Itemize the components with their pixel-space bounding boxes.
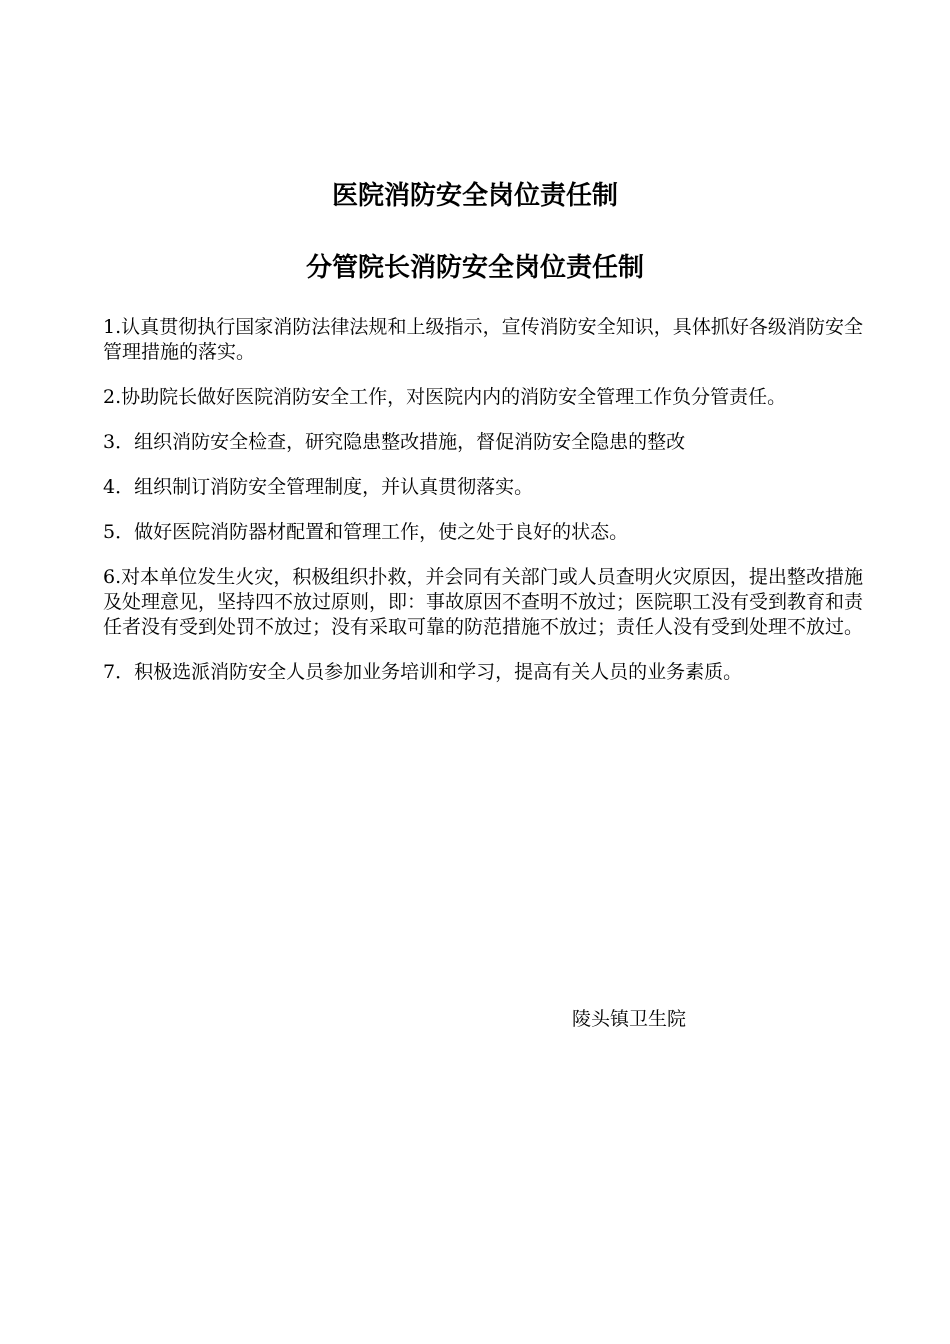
responsibility-list: [103, 315, 863, 705]
responsibility-item-4: 4．组织制订消防安全管理制度，并认真贯彻落实。: [103, 476, 534, 498]
responsibility-item-1: 1.认真贯彻执行国家消防法律法规和上级指示，宣传消防安全知识，具体抓好各级消防安全管理措施的落实。: [103, 316, 863, 363]
document-title: 医院消防安全岗位责任制: [331, 181, 618, 211]
responsibility-item-6: 6.对本单位发生火灾，积极组织扑救，并会同有关部门或人员查明火灾原因，提出整改措施及处理意见，坚持四不放过原则，即：事故原因不查明不放过；医院职工没有受到教育和责任者没有受到处罚不放过；没有采取可靠的防范措施不放过；责任人没有受到处理不放过。: [103, 566, 864, 638]
responsibility-item-5: 5．做好医院消防器材配置和管理工作，使之处于良好的状态。: [103, 521, 629, 543]
signature-organization: 陵头镇卫生院: [572, 1008, 687, 1030]
document-subtitle: 分管院长消防安全岗位责任制: [305, 253, 644, 283]
responsibility-item-2: 2.协助院长做好医院消防安全工作，对医院内内的消防安全管理工作负分管责任。: [103, 386, 787, 408]
responsibility-item-3: 3．组织消防安全检查，研究隐患整改措施，督促消防安全隐患的整改: [103, 431, 686, 453]
responsibility-item-7: 7．积极选派消防安全人员参加业务培训和学习，提高有关人员的业务素质。: [103, 661, 743, 683]
